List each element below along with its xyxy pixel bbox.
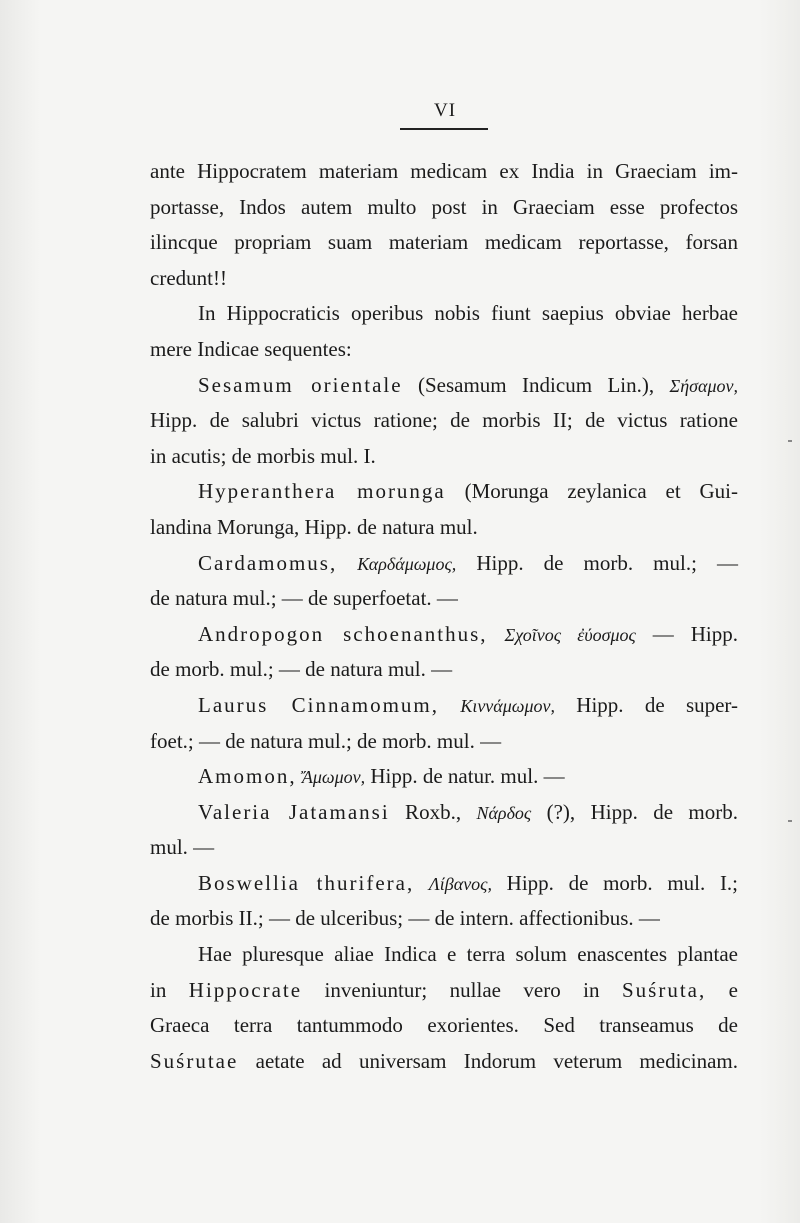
text-segment: — Hipp. [635,621,739,646]
text-line [150,403,738,439]
text-line [150,190,738,226]
text-line [150,581,738,617]
text-segment: mul. — [150,835,215,860]
text-line [150,973,738,1009]
spaced-term: Hippocrate [188,977,303,1002]
text-segment: ilincque propriam suam materiam medicam reportasse, forsan [150,230,738,255]
greek-term: Καρδάμωμος, [357,553,457,574]
margin-mark [788,440,792,442]
text-line [150,724,738,760]
text-line [150,937,738,973]
text-line [150,546,738,582]
spaced-term: Sesamum orientale [198,372,403,397]
text-line [150,225,738,261]
text-segment: (Sesamum Indicum Lin.), [402,372,670,397]
text-segment: e [706,977,738,1002]
text-line [150,866,738,902]
text-segment: credunt!! [150,265,227,290]
text-line [150,510,738,546]
text-line [150,795,738,831]
spaced-term: Suśrutae [150,1048,239,1073]
text-segment: landina Morunga, Hipp. de natura mul. [150,514,478,539]
text-segment: Hipp. de super- [555,692,738,717]
text-segment: Hipp. de morb. mul. I.; [492,870,739,895]
text-segment: mere Indicae sequentes: [150,336,352,361]
greek-term: Σχοῖνος ἐύοσμος [504,624,636,645]
spaced-term: Amomon, [198,764,297,789]
text-segment: de morb. mul.; — de natura mul. — [150,657,453,682]
text-segment: in acutis; de morbis mul. I. [150,443,376,468]
spaced-term: Valeria Jatamansi [198,799,390,824]
text-line [150,901,738,937]
text-line [150,368,738,404]
text-segment: inveniuntur; nullae vero in [302,977,622,1002]
text-segment: Roxb., [389,799,477,824]
spaced-term: Boswellia thurifera, [198,870,415,895]
text-segment: (?), Hipp. de morb. [531,799,738,824]
text-line [150,617,738,653]
text-line [150,439,738,475]
spaced-term: Cardamomus, [198,550,338,575]
text-line [150,474,738,510]
margin-mark [788,820,792,822]
text-segment: (Morunga zeylanica et Gui- [445,479,739,504]
text-segment: foet.; — de natura mul.; de morb. mul. — [150,728,502,753]
greek-term: Σήσαμον, [669,375,738,396]
text-line [150,688,738,724]
text-segment [488,622,505,646]
text-line [150,261,738,297]
greek-term: Ἄμωμον, [301,767,366,788]
text-line [150,1044,738,1080]
text-line [150,1008,738,1044]
text-line [150,332,738,368]
text-segment: aetate ad universam Indorum veterum medicinam. [238,1048,738,1073]
header-rule [400,128,488,130]
spaced-term: Suśruta, [621,977,707,1002]
body-text [150,154,738,1079]
text-segment [414,871,429,895]
text-line [150,830,738,866]
greek-term: Λίβανος, [428,873,492,894]
greek-term: Νάρδος [476,802,532,823]
text-segment: de morbis II.; — de ulceribus; — de intern. affectionibus. — [150,906,660,931]
text-segment: portasse, Indos autem multo post in Graeciam esse profectos [150,194,738,219]
greek-term: Κιννάμωμον, [460,695,556,716]
text-segment: de natura mul.; — de superfoetat. — [150,586,458,611]
spaced-term: Laurus Cinnamomum, [198,692,440,717]
text-segment: In Hippocraticis operibus nobis fiunt saepius obviae herbae [198,301,738,326]
page-number: VI [433,100,457,121]
text-line [150,154,738,190]
spaced-term: Hyperanthera morunga [198,479,446,504]
text-segment: Hipp. de natur. mul. — [365,764,565,789]
text-segment: Hae pluresque aliae Indica e terra solum enascentes plantae [198,942,738,967]
text-segment: Graeca terra tantummodo exorientes. Sed transeamus de [150,1013,738,1038]
text-line [150,652,738,688]
text-line [150,296,738,332]
text-segment [337,551,357,575]
text-segment: in [150,977,189,1002]
text-segment [439,693,460,717]
text-segment: ante Hippocratem materiam medicam ex India in Graeciam im- [150,159,738,183]
text-line [150,759,738,795]
spaced-term: Andropogon schoenanthus, [198,621,488,646]
text-segment: Hipp. de salubri victus ratione; de morbis II; de victus ratione [150,408,738,433]
text-segment: Hipp. de morb. mul.; — [456,550,738,575]
